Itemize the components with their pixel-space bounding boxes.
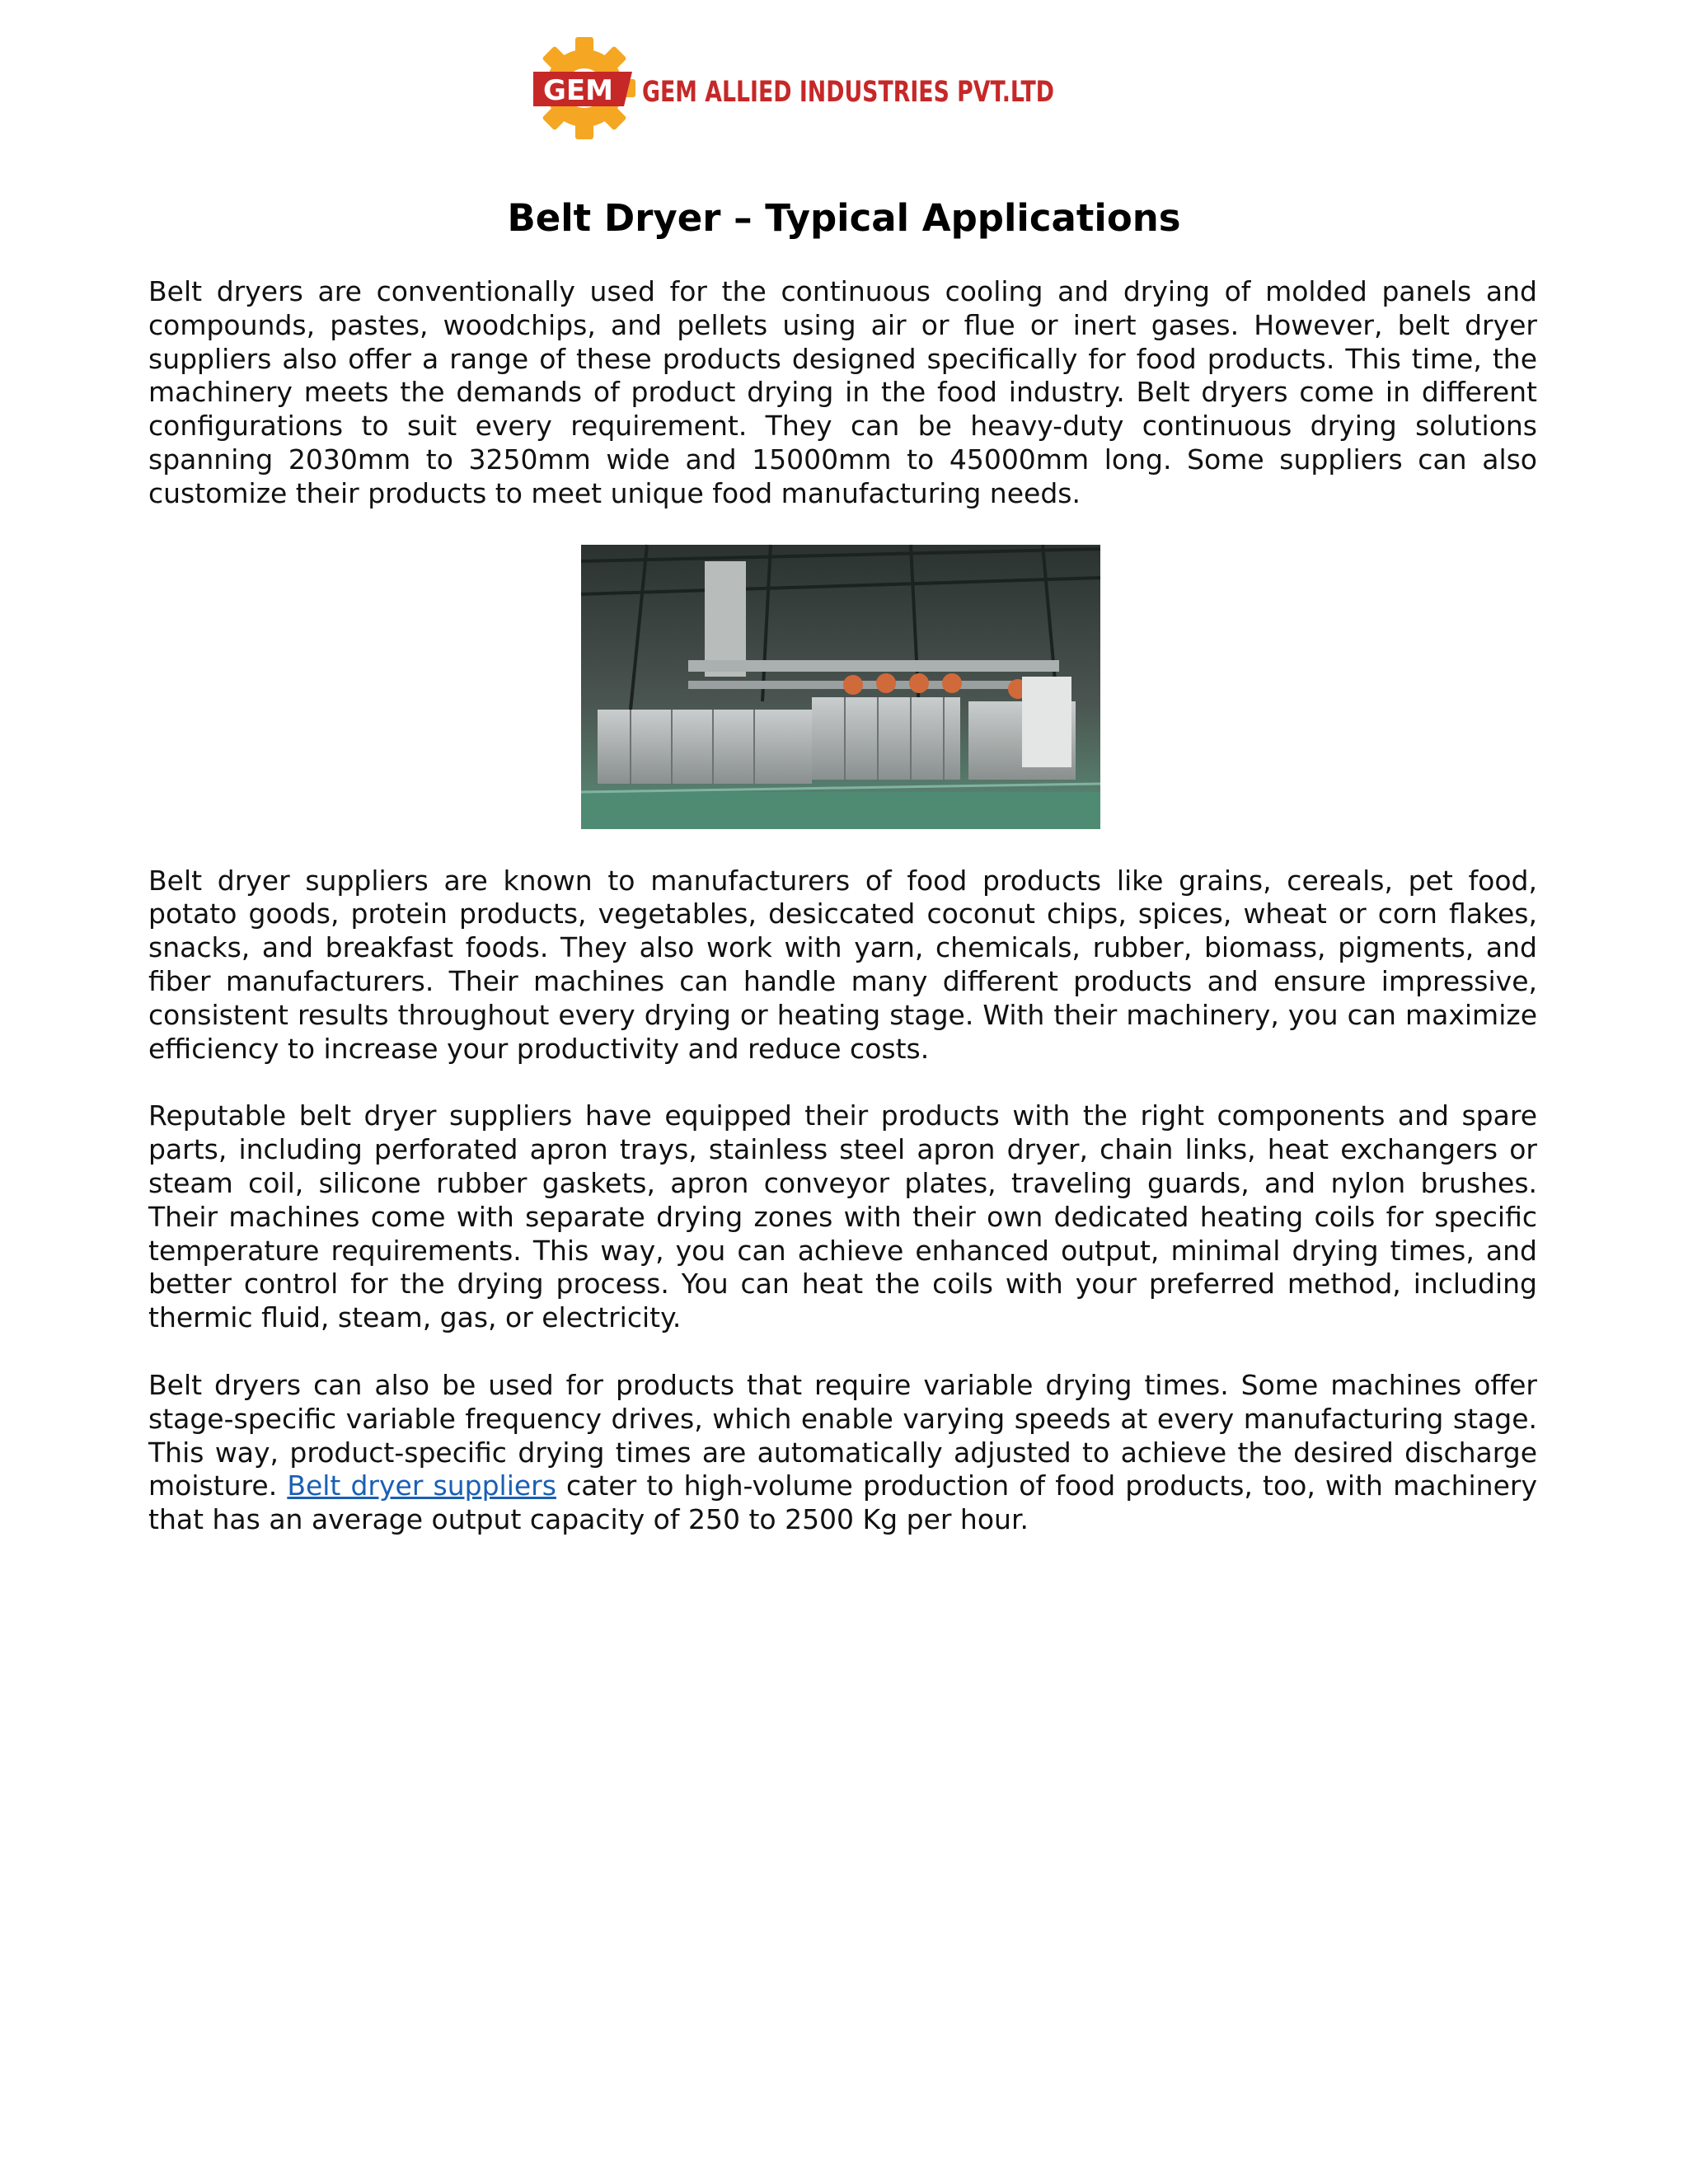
page-title: Belt Dryer – Typical Applications — [507, 196, 1181, 240]
paragraph-applications: Belt dryer suppliers are known to manufacturers of food products like grains, cereals, pet food, potato goods, protein products, vegetables, desiccated coconut chips, spices, wheat or corn flakes, snacks, and breakfast foods. They also work with yarn, chemicals, rubber, biomass, pigments, and fiber manufacturers. Their machines can handle many different products and ensure impressive, consistent results throughout every drying or heating stage. With their machinery, you can maximize efficiency to increase your productivity and reduce costs. — [148, 864, 1537, 1065]
paragraph-text-after-link: cater to high-volume production of food products, too, with machinery that has an average output capacity of 250 to 2500 Kg per hour. — [148, 1469, 1537, 1536]
figure — [148, 545, 1537, 829]
belt-dryer-photo — [581, 545, 1100, 829]
company-logo — [532, 37, 1059, 140]
belt-dryer-suppliers-link[interactable]: Belt dryer suppliers — [287, 1469, 556, 1502]
paragraph-text-before-link: Belt dryers can also be used for products that require variable drying times. Some machines offer stage-specific variable frequency drives, which enable varying speeds at every manufacturing stage. This way, product-specific drying times are automatically adjusted to achieve the desired discharge moisture. — [148, 1368, 1537, 1502]
paragraph-components: Reputable belt dryer suppliers have equipped their products with the right components and spare parts, including perforated apron trays, stainless steel apron dryer, chain links, heat exchangers or steam coil, silicone rubber gaskets, apron conveyor plates, traveling guards, and nylon brushes. Their machines come with separate drying zones with their own dedicated heating coils for specific temperature requirements. This way, you can achieve enhanced output, minimal drying times, and better control for the drying process. You can heat the coils with your preferred method, including thermic fluid, steam, gas, or electricity. — [148, 1099, 1537, 1334]
paragraph-intro: Belt dryers are conventionally used for the continuous cooling and drying of molded panels and compounds, pastes, woodchips, and pellets using air or flue or inert gases. However, belt dryer suppliers also offer a range of these products designed specifically for food products. This time, the machinery meets the demands of product drying in the food industry. Belt dryers come in different configurations to suit every requirement. They can be heavy-duty continuous drying solutions spanning 2030mm to 3250mm wide and 15000mm to 45000mm long. Some suppliers can also customize their products to meet unique food manufacturing needs. — [148, 275, 1537, 509]
paragraph-variable-drying — [148, 1369, 1537, 1537]
company-name: GEM ALLIED INDUSTRIES PVT.LTD — [642, 76, 1054, 109]
logo-mark-text: GEM — [543, 74, 613, 107]
gem-logo-graphic — [532, 37, 1059, 140]
document-body — [148, 275, 1537, 1537]
